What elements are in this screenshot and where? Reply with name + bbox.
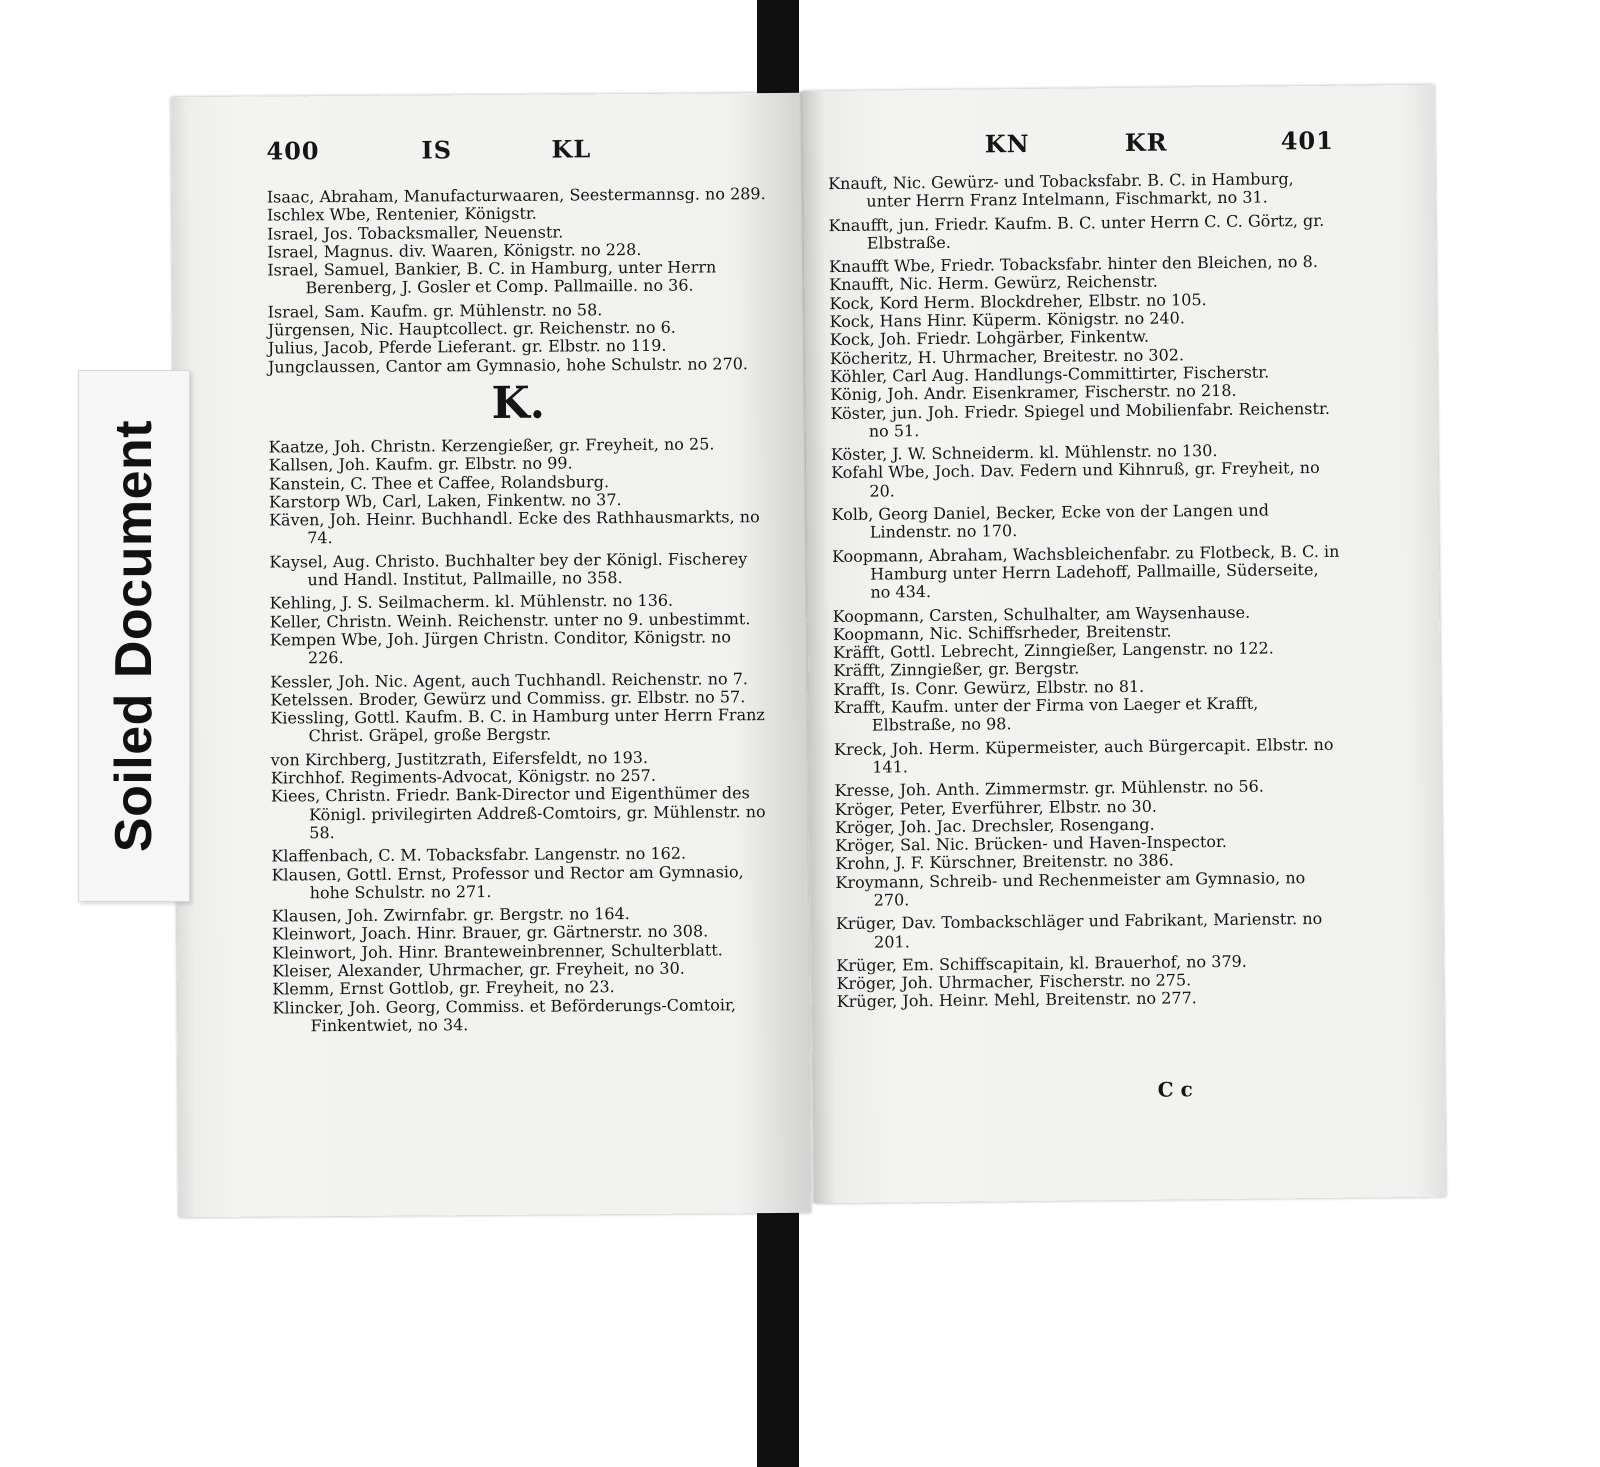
directory-entry: Krafft, Is. Conr. Gewürz, Elbstr. no 81.	[833, 676, 1145, 699]
left-page	[171, 93, 811, 1217]
directory-entry: Kiees, Christn. Friedr. Bank-Director und Eigenthümer des Königl. privilegirten Addreß-Comtoirs, gr. Mühlenstr. no 58.	[270, 783, 766, 843]
right-page	[802, 85, 1446, 1204]
right-running-head-end: KR	[1124, 127, 1168, 157]
directory-entry: Kock, Joh. Friedr. Lohgärber, Finkentw.	[829, 327, 1150, 350]
directory-entry: Kräfft, Gottl. Lebrecht, Zinngießer, Langenstr. no 122.	[832, 638, 1274, 663]
directory-entry: Kroymann, Schreib- und Rechenmeister am Gymnasio, no 270.	[835, 867, 1306, 910]
directory-entry: Kröger, Peter, Everführer, Elbstr. no 30.	[834, 796, 1158, 819]
directory-entry: Knauft, Nic. Gewürz- und Tobacksfabr. B. C. in Hamburg, unter Herrn Franz Intelmann, Fischmarkt, no 31.	[828, 169, 1294, 211]
right-page-number: 401	[1280, 125, 1334, 156]
directory-entry: von Kirchberg, Justitzrath, Eifersfeldt, no 193.	[270, 747, 649, 770]
directory-entry: Isaac, Abraham, Manufacturwaaren, Seestermannsg. no 289.	[266, 184, 766, 207]
right-entries	[828, 170, 1347, 1012]
directory-entry: Keller, Christn. Weinh. Reichenstr. unter no 9. unbestimmt.	[269, 608, 751, 632]
directory-entry: Kleinwort, Joh. Hinr. Branteweinbrenner, Schulterblatt.	[272, 940, 723, 963]
directory-entry: Kehling, J. S. Seilmacherm. kl. Mühlenstr. no 136.	[269, 591, 674, 613]
directory-entry: Israel, Magnus. div. Waaren, Königstr. no 228.	[267, 239, 642, 262]
directory-entry: Kirchhof. Regiments-Advocat, Königstr. no 257.	[270, 765, 656, 788]
directory-entry: Klincker, Joh. Georg, Commiss. et Beförderungs-Comtoir, Finkentwiet, no 34.	[272, 994, 737, 1036]
directory-entry: Kock, Hans Hinr. Küperm. Königstr. no 240.	[829, 308, 1185, 332]
directory-entry: Kessler, Joh. Nic. Agent, auch Tuchhandl. Reichenstr. no 7.	[270, 668, 749, 692]
left-entries-after	[268, 435, 772, 1036]
directory-entry: Julius, Jacob, Pferde Lieferant. gr. Elbstr. no 119.	[267, 336, 667, 358]
directory-entry: Koopmann, Abraham, Wachsbleichenfabr. zu Flotbeck, B. C. in Hamburg unter Herrn Ladehoff, Pallmaille, Süderseite, no 434.	[831, 541, 1340, 602]
directory-entry: Kock, Kord Herm. Blockdreher, Elbstr. no 105.	[829, 289, 1207, 313]
directory-entry: Knaufft Wbe, Friedr. Tobacksfabr. hinter den Bleichen, no 8.	[828, 252, 1318, 277]
directory-entry: Klaffenbach, C. M. Tobacksfabr. Langenstr. no 162.	[271, 843, 687, 866]
binding-strap-bottom	[757, 1195, 799, 1467]
directory-entry: Klausen, Gottl. Ernst, Professor und Rector am Gymnasio, hohe Schulstr. no 271.	[271, 861, 744, 903]
directory-entry: Israel, Samuel, Bankier, B. C. in Hamburg, unter Herrn Berenberg, J. Gosler et Comp. Pallmaille. no 36.	[267, 257, 717, 298]
directory-entry: Ischlex Wbe, Rentenier, Königstr.	[266, 203, 537, 225]
directory-entry: Krafft, Kaufm. unter der Firma von Laeger et Krafft, Elbstraße, no 98.	[833, 693, 1259, 735]
right-running-head-start: KN	[984, 128, 1030, 159]
directory-entry: Krüger, Em. Schiffscapitain, kl. Brauerhof, no 379.	[836, 951, 1247, 975]
directory-entry: König, Joh. Andr. Eisenkramer, Fischerstr. no 218.	[830, 381, 1237, 405]
directory-entry: Kresse, Joh. Anth. Zimmermstr. gr. Mühlenstr. no 56.	[834, 776, 1264, 801]
directory-entry: Kaysel, Aug. Christo. Buchhalter bey der Königl. Fischerey und Handl. Institut, Pallmaille, no 358.	[269, 548, 748, 590]
directory-entry: Kallsen, Joh. Kaufm. gr. Elbstr. no 99.	[268, 453, 573, 475]
directory-entry: Kleiser, Alexander, Uhrmacher, gr. Freyheit, no 30.	[272, 958, 685, 981]
section-letter-heading: K.	[491, 377, 546, 429]
directory-entry: Kempen Wbe, Joh. Jürgen Christn. Conditor, Königstr. no 226.	[269, 627, 732, 668]
directory-entry: Köster, jun. Joh. Friedr. Spiegel und Mobilienfabr. Reichenstr. no 51.	[830, 398, 1330, 441]
directory-entry: Jürgensen, Nic. Hauptcollect. gr. Reichenstr. no 6.	[267, 317, 676, 340]
directory-entry: Käven, Joh. Heinr. Buchhandl. Ecke des Rathhausmarkts, no 74.	[268, 507, 760, 548]
directory-entry: Knaufft, jun. Friedr. Kaufm. B. C. unter Herrn C. C. Görtz, gr. Elbstraße.	[828, 210, 1325, 253]
directory-entry: Kaatze, Joh. Christn. Kerzengießer, gr. Freyheit, no 25.	[268, 434, 715, 457]
directory-entry: Koopmann, Carsten, Schulhalter, am Waysenhause.	[832, 602, 1251, 626]
directory-entry: Kröger, Joh. Jac. Drechsler, Rosengang.	[834, 814, 1155, 837]
soiled-document-label	[78, 370, 190, 902]
directory-entry: Kröger, Sal. Nic. Brücken- und Haven-Inspector.	[834, 832, 1228, 856]
directory-entry: Kolb, Georg Daniel, Becker, Ecke von der Langen und Lindenstr. no 170.	[831, 500, 1270, 542]
left-entries-before	[267, 185, 768, 376]
directory-entry: Krüger, Dav. Tombackschläger und Fabrikant, Marienstr. no 201.	[835, 909, 1323, 952]
directory-entry: Koopmann, Nic. Schiffsrheder, Breitenstr.	[832, 621, 1172, 644]
directory-entry: Köcheritz, H. Uhrmacher, Breitestr. no 302.	[829, 345, 1185, 368]
directory-entry: Israel, Sam. Kaufm. gr. Mühlenstr. no 58.	[267, 299, 603, 322]
directory-entry: Kiessling, Gottl. Kaufm. B. C. in Hamburg unter Herrn Franz Christ. Gräpel, große Bergstr.	[270, 705, 765, 746]
directory-entry: Klausen, Joh. Zwirnfabr. gr. Bergstr. no 164.	[271, 904, 630, 926]
directory-entry: Klemm, Ernst Gottlob, gr. Freyheit, no 23.	[272, 977, 615, 999]
directory-entry: Krüger, Joh. Heinr. Mehl, Breitenstr. no 277.	[836, 988, 1197, 1012]
directory-entry: Kofahl Wbe, Joch. Dav. Federn und Kihnruß, gr. Freyheit, no 20.	[831, 458, 1320, 501]
left-page-number: 400	[266, 136, 320, 166]
left-entry-list	[267, 185, 773, 1041]
left-running-head-end: KL	[551, 134, 592, 164]
directory-entry: Kleinwort, Joach. Hinr. Brauer, gr. Gärtnerstr. no 308.	[271, 921, 709, 944]
directory-entry: Kräfft, Zinngießer, gr. Bergstr.	[833, 658, 1080, 681]
directory-entry: Köhler, Carl Aug. Handlungs-Committirter, Fischerstr.	[830, 362, 1270, 387]
soiled-document-label-text: Soiled Document	[105, 419, 163, 853]
directory-entry: Karstorp Wb, Carl, Laken, Finkentw. no 37.	[268, 489, 622, 512]
directory-entry: Kreck, Joh. Herm. Küpermeister, auch Bürgercapit. Elbstr. no 141.	[833, 734, 1334, 777]
directory-entry: Kanstein, C. Thee et Caffee, Rolandsburg.	[268, 471, 610, 494]
right-entry-list	[828, 170, 1347, 1012]
directory-entry: Krohn, J. F. Kürschner, Breitenstr. no 386.	[835, 850, 1174, 874]
signature-mark: C c	[1157, 1077, 1193, 1102]
directory-entry: Jungclaussen, Cantor am Gymnasio, hohe Schulstr. no 270.	[267, 353, 749, 377]
directory-entry: Knaufft, Nic. Herm. Gewürz, Reichenstr.	[829, 272, 1158, 295]
directory-entry: Köster, J. W. Schneiderm. kl. Mühlenstr. no 130.	[830, 441, 1218, 465]
directory-entry: Kröger, Joh. Uhrmacher, Fischerstr. no 275.	[836, 970, 1192, 994]
left-running-head-start: IS	[421, 135, 453, 165]
directory-entry: Ketelssen. Broder, Gewürz und Commiss. gr. Elbstr. no 57.	[270, 687, 746, 710]
directory-entry: Israel, Jos. Tobacksmaller, Neuenstr.	[266, 222, 564, 244]
